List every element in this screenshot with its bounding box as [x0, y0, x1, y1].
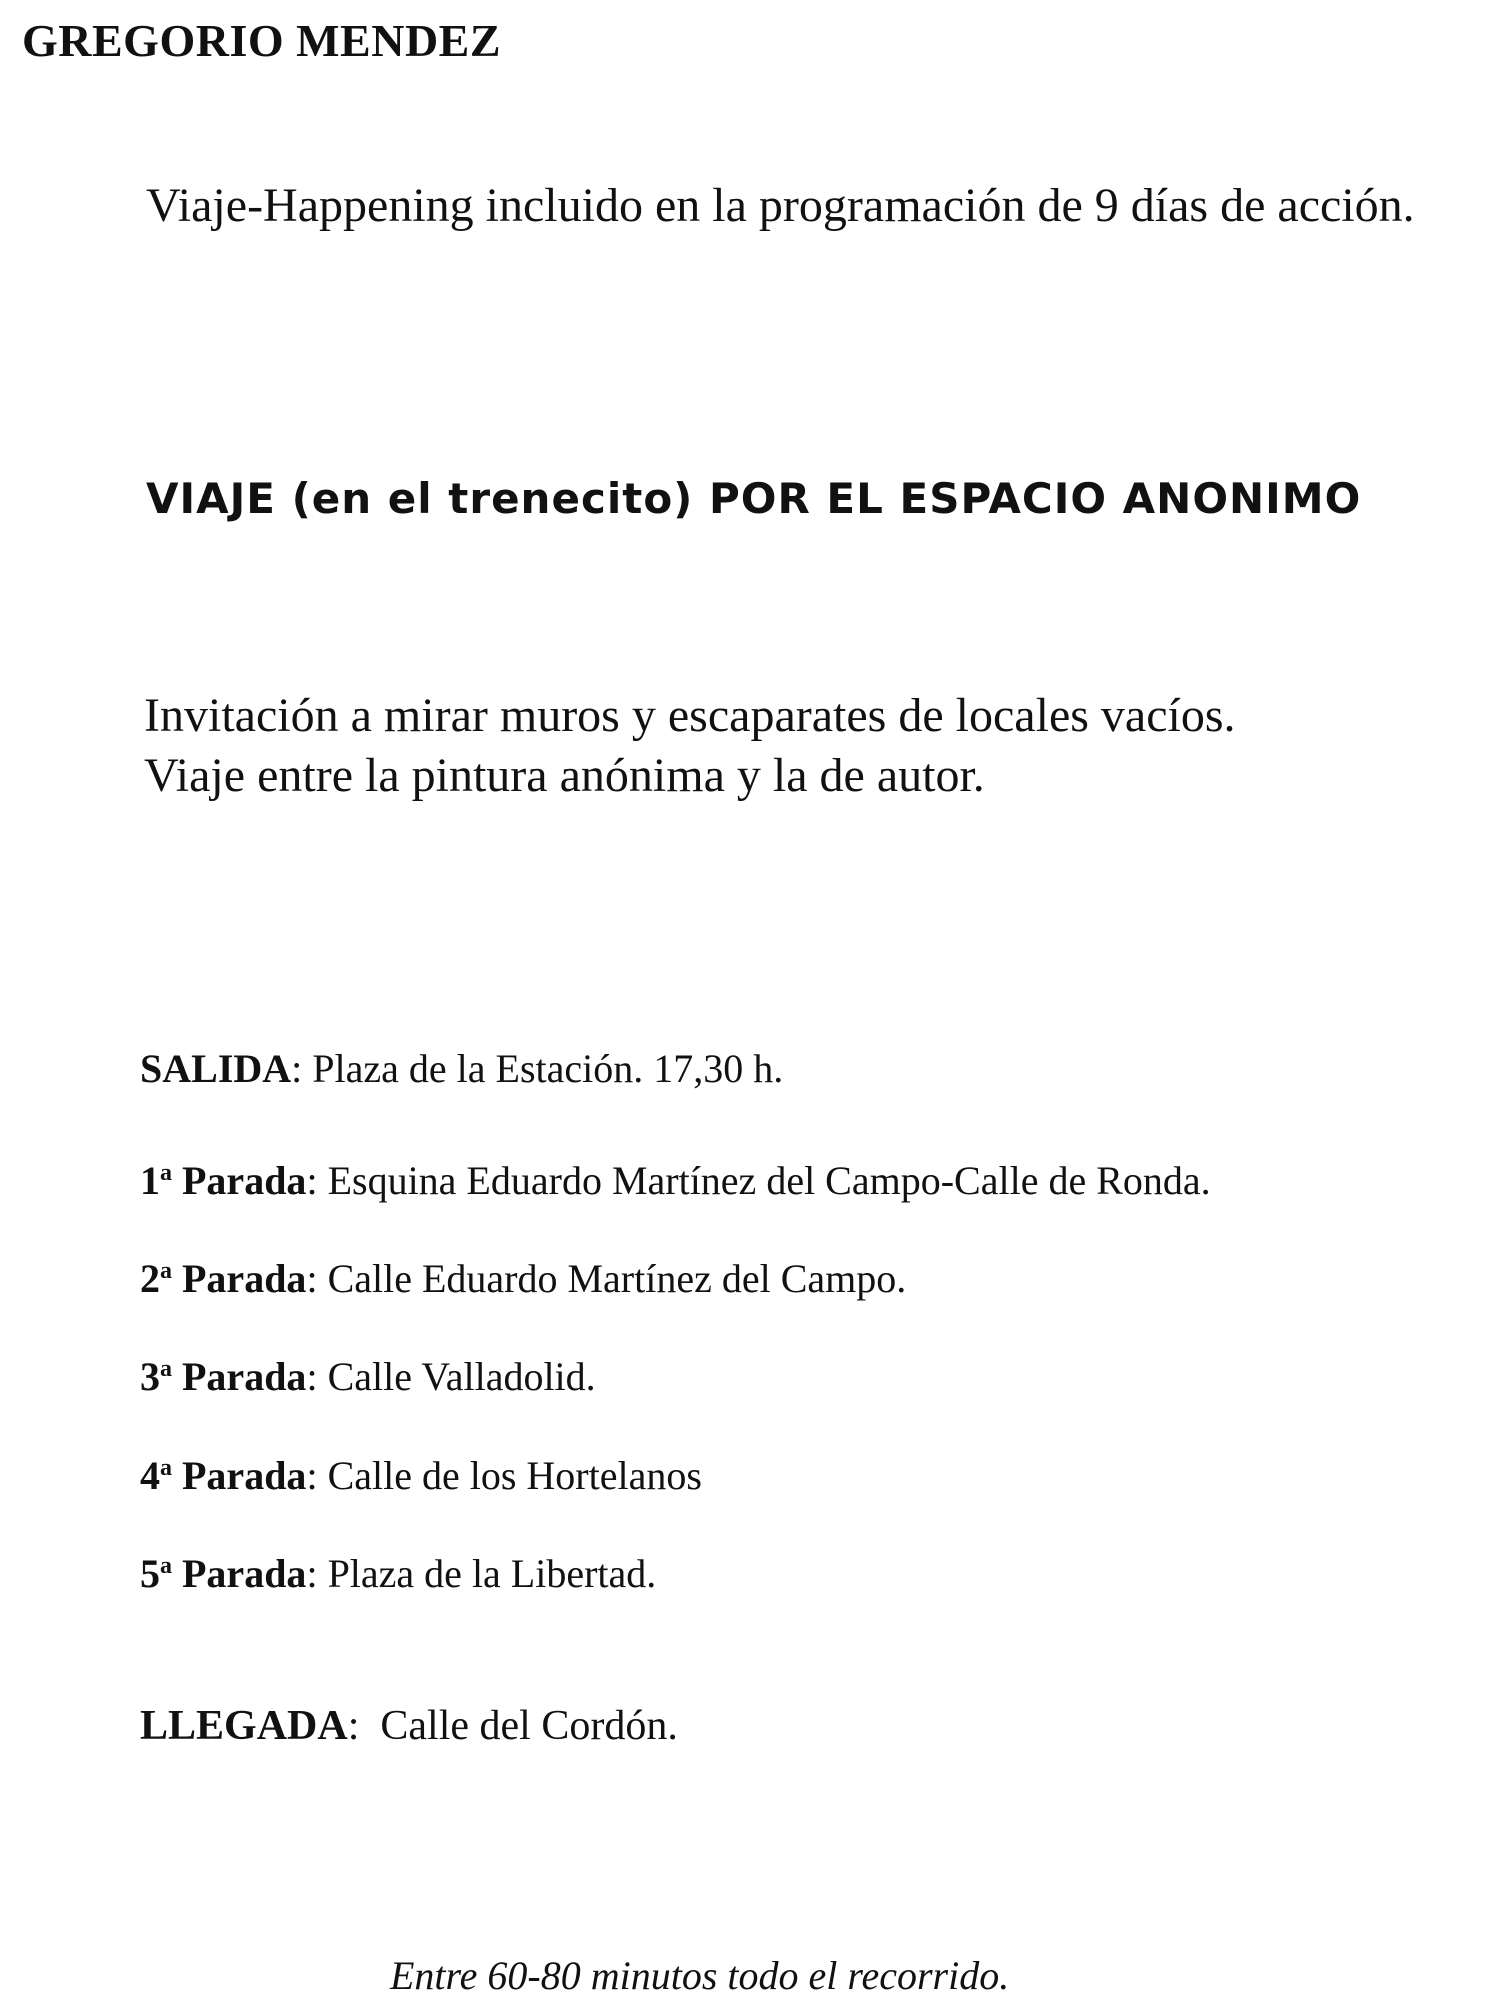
intro-text: Viaje-Happening incluido en la programación de 9 días de acción. [146, 179, 1415, 232]
event-title: VIAJE (en el trenecito) POR EL ESPACIO ANONIMO [146, 474, 1362, 523]
stop-text: Esquina Eduardo Martínez del Campo-Calle de Ronda. [327, 1158, 1211, 1203]
stop-item: 4$^a$ Parada: Calle de los Hortelanos [140, 1453, 702, 1498]
colon: : [291, 1046, 313, 1091]
description-line-1: Invitación a mirar muros y escaparates de locales vacíos. [144, 689, 1236, 742]
duration-note: Entre 60-80 minutos todo el recorrido. [390, 1953, 1010, 1998]
departure-text: Plaza de la Estación. 17,30 h. [312, 1046, 784, 1091]
stop-label: 2$^a$ Parada [140, 1256, 307, 1301]
stop-label: 1$^a$ Parada [140, 1158, 307, 1203]
stop-label: 4$^a$ Parada [140, 1453, 307, 1498]
stop-item: 2$^a$ Parada: Calle Eduardo Martínez del Campo. [140, 1256, 907, 1301]
arrival-label: LLEGADA [140, 1703, 348, 1749]
description [144, 686, 1236, 806]
stop-label: 5$^a$ Parada [140, 1551, 307, 1596]
stop-item: 5$^a$ Parada: Plaza de la Libertad. [140, 1551, 657, 1596]
stop-item: 1$^a$ Parada: Esquina Eduardo Martínez del Campo-Calle de Ronda. [140, 1158, 1211, 1203]
stop-text: Calle Valladolid. [327, 1354, 596, 1399]
stop-item: 3$^a$ Parada: Calle Valladolid. [140, 1354, 596, 1399]
description-line-2: Viaje entre la pintura anónima y la de autor. [144, 749, 985, 802]
stop-text: Calle Eduardo Martínez del Campo. [327, 1256, 907, 1301]
arrival-item: LLEGADA: Calle del Cordón. [140, 1703, 678, 1749]
stop-label: 3$^a$ Parada [140, 1354, 307, 1399]
stop-text: Plaza de la Libertad. [327, 1551, 657, 1596]
departure-label: SALIDA [140, 1046, 292, 1091]
author-name: GREGORIO MENDEZ [22, 15, 502, 66]
departure-item [140, 1045, 783, 1092]
stop-text: Calle de los Hortelanos [327, 1453, 702, 1498]
arrival-text: Calle del Cordón. [380, 1703, 678, 1749]
